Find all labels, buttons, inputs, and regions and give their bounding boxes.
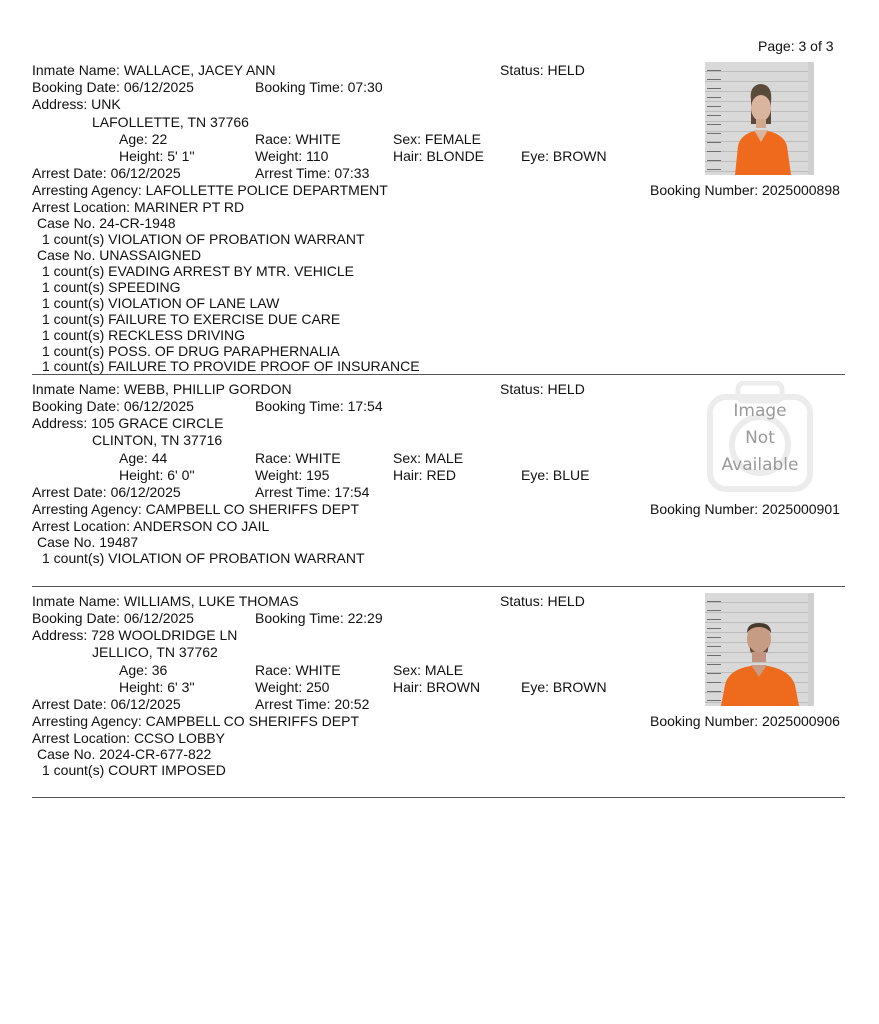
mugshot-photo [705,62,814,175]
arrest-date: Arrest Date: 06/12/2025 [32,165,181,181]
booking-time: Booking Time: 22:29 [255,610,383,626]
booking-number: Booking Number: 2025000898 [650,182,840,198]
eye: Eye: BLUE [521,467,590,483]
inmate-name: Inmate Name: WILLIAMS, LUKE THOMAS [32,593,299,609]
charge-line: 1 count(s) POSS. OF DRUG PARAPHERNALIA [42,343,340,359]
inmate-name: Inmate Name: WALLACE, JACEY ANN [32,62,276,78]
record-divider [32,586,845,587]
hair: Hair: BROWN [393,679,481,695]
booking-time: Booking Time: 07:30 [255,79,383,95]
mugshot-photo [705,593,814,706]
charge-line: 1 count(s) SPEEDING [42,279,181,295]
charge-line: 1 count(s) VIOLATION OF LANE LAW [42,295,280,311]
hair: Hair: BLONDE [393,148,485,164]
booking-date: Booking Date: 06/12/2025 [32,610,194,626]
arrest-location: Arrest Location: ANDERSON CO JAIL [32,518,270,534]
case-number: Case No. UNASSAIGNED [37,247,202,263]
arresting-agency: Arresting Agency: CAMPBELL CO SHERIFFS DEPT [32,501,360,517]
arrest-date: Arrest Date: 06/12/2025 [32,484,181,500]
sex: Sex: MALE [393,662,464,678]
eye: Eye: BROWN [521,148,607,164]
charge-line: 1 count(s) EVADING ARREST BY MTR. VEHICLE [42,263,354,279]
sex: Sex: MALE [393,450,464,466]
race: Race: WHITE [255,131,341,147]
status: Status: HELD [500,62,585,78]
address-city: CLINTON, TN 37716 [92,432,223,448]
booking-number: Booking Number: 2025000901 [650,501,840,517]
address: Address: 105 GRACE CIRCLE [32,415,224,431]
case-number: Case No. 19487 [37,534,139,550]
hair: Hair: RED [393,467,457,483]
record-divider [32,374,845,375]
race: Race: WHITE [255,450,341,466]
address: Address: 728 WOOLDRIDGE LN [32,627,238,643]
no-image-text-line: Image [733,401,787,421]
booking-number: Booking Number: 2025000906 [650,713,840,729]
address-city: LAFOLLETTE, TN 37766 [92,114,249,130]
arrest-time: Arrest Time: 07:33 [255,165,370,181]
page-number: Page: 3 of 3 [758,38,834,54]
sex: Sex: FEMALE [393,131,481,147]
arresting-agency: Arresting Agency: LAFOLLETTE POLICE DEPARTMENT [32,182,388,198]
charge-line: 1 count(s) COURT IMPOSED [42,762,226,778]
case-number: Case No. 2024-CR-677-822 [37,746,212,762]
charge-line: 1 count(s) VIOLATION OF PROBATION WARRANT [42,231,365,247]
booking-date: Booking Date: 06/12/2025 [32,79,194,95]
arrest-location: Arrest Location: MARINER PT RD [32,199,245,215]
arrest-date: Arrest Date: 06/12/2025 [32,696,181,712]
charge-line: 1 count(s) FAILURE TO PROVIDE PROOF OF INSURANCE [42,358,420,374]
weight: Weight: 195 [255,467,330,483]
booking-date: Booking Date: 06/12/2025 [32,398,194,414]
image-not-available-placeholder [706,381,814,493]
age: Age: 36 [119,662,168,678]
case-number: Case No. 24-CR-1948 [37,215,176,231]
arrest-time: Arrest Time: 20:52 [255,696,370,712]
height: Height: 6' 3'' [119,679,195,695]
status: Status: HELD [500,593,585,609]
height: Height: 6' 0'' [119,467,195,483]
arrest-location: Arrest Location: CCSO LOBBY [32,730,225,746]
eye: Eye: BROWN [521,679,607,695]
status: Status: HELD [500,381,585,397]
age: Age: 22 [119,131,168,147]
age: Age: 44 [119,450,168,466]
charge-line: 1 count(s) FAILURE TO EXERCISE DUE CARE [42,311,341,327]
arresting-agency: Arresting Agency: CAMPBELL CO SHERIFFS DEPT [32,713,360,729]
no-image-text-line: Available [721,455,799,475]
weight: Weight: 110 [255,148,329,164]
arrest-time: Arrest Time: 17:54 [255,484,370,500]
record-divider [32,797,845,798]
height: Height: 5' 1'' [119,148,195,164]
address-city: JELLICO, TN 37762 [92,644,218,660]
booking-time: Booking Time: 17:54 [255,398,383,414]
charge-line: 1 count(s) VIOLATION OF PROBATION WARRANT [42,550,365,566]
weight: Weight: 250 [255,679,330,695]
charge-line: 1 count(s) RECKLESS DRIVING [42,327,246,343]
race: Race: WHITE [255,662,341,678]
inmate-name: Inmate Name: WEBB, PHILLIP GORDON [32,381,292,397]
address: Address: UNK [32,96,121,112]
no-image-text-line: Not [745,428,775,448]
